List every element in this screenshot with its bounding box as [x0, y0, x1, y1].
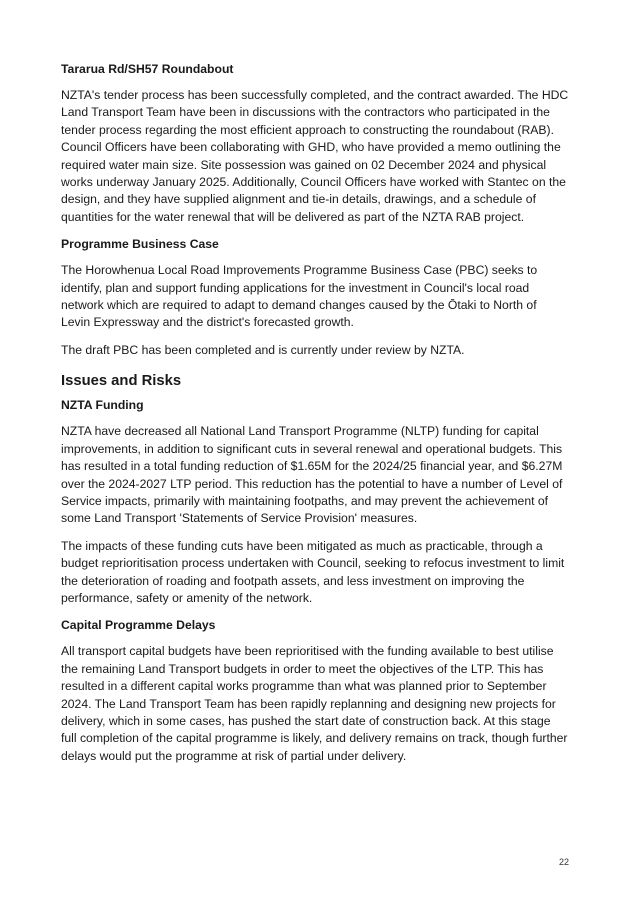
section-heading-capital-delays: Capital Programme Delays [61, 618, 216, 633]
paragraph: The draft PBC has been completed and is currently under review by NZTA. [61, 342, 465, 357]
section-title-issues-risks: Issues and Risks [61, 373, 182, 390]
paragraph: All transport capital budgets have been reprioritised with the funding available to best utilise the remaining Land Transport budgets in order to meet the objectives of the LTP. This has resulted in a different capital works programme than what was planned prior to September 2024. The Land Transport Team has been rapidly replanning and designing new projects for delivery, which in some cases, has pushed the start date of construction back. At this stage full completion of the capital programme is likely, and delivery remains on track, though further delays would put the programme at risk of partial under delivery. [61, 644, 568, 763]
section-heading-nzta-funding: NZTA Funding [61, 398, 144, 413]
section-heading-pbc: Programme Business Case [61, 237, 219, 252]
document-page [61, 61, 569, 775]
page-number: 22 [558, 857, 569, 867]
paragraph: NZTA have decreased all National Land Transport Programme (NLTP) funding for capital improvements, in addition to significant cuts in several renewal and operational budgets. This has resulted in a total funding reduction of $1.65M for the 2024/25 financial year, and $6.27M over the 2024-2027 LTP period. This reduction has the potential to have a number of Level of Service impacts, primarily with maintaining footpaths, and may prevent the achievement of some Land Transport 'Statements of Service Provision' measures. [61, 424, 563, 526]
section-heading-roundabout: Tararua Rd/SH57 Roundabout [61, 62, 234, 76]
paragraph: The Horowhenua Local Road Improvements Programme Business Case (PBC) seeks to identify, plan and support funding applications for the investment in Council's local road network which are required to adapt to demand changes caused by the Ōtaki to North of Levin Expressway and the district's forecasted growth. [61, 263, 538, 330]
paragraph: NZTA's tender process has been successfully completed, and the contract awarded. The HDC Land Transport Team have been in discussions with the contractors who participated in the tender process regarding the most efficient approach to constructing the roundabout (RAB). Council Officers have been collaborating with GHD, who have provided a memo outlining the required water main size. Site possession was gained on 02 December 2024 and physical works underway January 2025. Additionally, Council Officers have worked with Stantec on the design, and they have supplied alignment and tie-in details, drawings, and a schedule of quantities for the water renewal that will be delivered as part of the NZTA RAB project. [61, 88, 569, 224]
paragraph: The impacts of these funding cuts have been mitigated as much as practicable, through a budget reprioritisation process undertaken with Council, seeking to refocus investment to limit the deterioration of roading and footpath assets, and less investment on improving the performance, safety or amenity of the network. [61, 538, 565, 605]
